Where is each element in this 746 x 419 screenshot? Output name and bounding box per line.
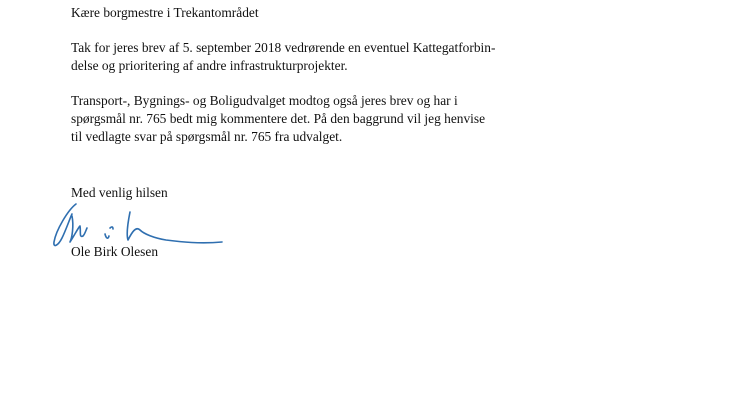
signature-stroke-tail (127, 212, 222, 243)
paragraph2-line3: til vedlagte svar på spørgsmål nr. 765 fra udvalget. (71, 129, 343, 144)
signature-stroke-b1 (105, 234, 109, 238)
salutation: Kære borgmestre i Trekantområdet (71, 5, 259, 20)
signer-name: Ole Birk Olesen (71, 244, 159, 259)
paragraph2-line1: Transport-, Bygnings- og Boligudvalget modtog også jeres brev og har i (71, 93, 458, 108)
closing: Med venlig hilsen (71, 185, 168, 200)
signature-stroke-le (70, 216, 87, 242)
signature-strokes (54, 204, 222, 245)
signature-stroke-dot (110, 227, 113, 229)
paragraph1-line2: delse og prioritering af andre infrastrukturprojekter. (71, 58, 348, 73)
paragraph2-line2: spørgsmål nr. 765 bedt mig kommentere det. På den baggrund vil jeg henvise (71, 111, 486, 126)
paragraph1-line1: Tak for jeres brev af 5. september 2018 vedrørende en eventuel Kattegatforbin- (71, 40, 496, 55)
